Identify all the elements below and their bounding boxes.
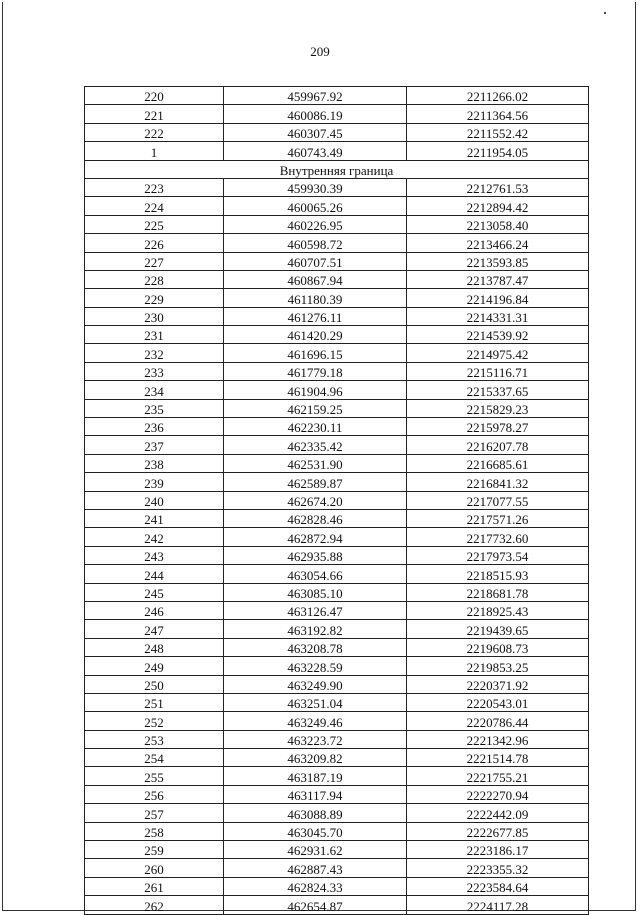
y-coordinate-cell: 2223355.32 [407, 859, 589, 877]
x-coordinate-cell: 460226.95 [224, 215, 407, 233]
y-coordinate-cell: 2215337.65 [407, 381, 589, 399]
table-row [85, 657, 589, 675]
table-row [85, 583, 589, 601]
table-row [85, 822, 589, 840]
x-coordinate-cell: 460086.19 [224, 105, 407, 123]
table-row [85, 859, 589, 877]
table-body-after [85, 178, 589, 914]
y-coordinate-cell: 2215978.27 [407, 418, 589, 436]
point-number-cell: 261 [85, 877, 224, 895]
scan-mark [604, 12, 606, 14]
y-coordinate-cell: 2220786.44 [407, 712, 589, 730]
point-number-cell: 227 [85, 252, 224, 270]
y-coordinate-cell: 2213787.47 [407, 270, 589, 288]
table-row [85, 712, 589, 730]
x-coordinate-cell: 460867.94 [224, 270, 407, 288]
table-row [85, 418, 589, 436]
table-row [85, 565, 589, 583]
y-coordinate-cell: 2217571.26 [407, 509, 589, 527]
x-coordinate-cell: 462159.25 [224, 399, 407, 417]
point-number-cell: 222 [85, 123, 224, 141]
y-coordinate-cell: 2211552.42 [407, 123, 589, 141]
x-coordinate-cell: 460307.45 [224, 123, 407, 141]
table-row [85, 381, 589, 399]
point-number-cell: 221 [85, 105, 224, 123]
x-coordinate-cell: 462931.62 [224, 841, 407, 859]
page-number: 209 [310, 44, 330, 59]
table-row [85, 454, 589, 472]
table-row [85, 877, 589, 895]
point-number-cell: 258 [85, 822, 224, 840]
y-coordinate-cell: 2221514.78 [407, 749, 589, 767]
table-row [85, 638, 589, 656]
y-coordinate-cell: 2215829.23 [407, 399, 589, 417]
x-coordinate-cell: 463223.72 [224, 730, 407, 748]
point-number-cell: 223 [85, 178, 224, 196]
x-coordinate-cell: 463117.94 [224, 785, 407, 803]
point-number-cell: 251 [85, 693, 224, 711]
y-coordinate-cell: 2217973.54 [407, 546, 589, 564]
table-row [85, 601, 589, 619]
table-row [85, 326, 589, 344]
table-row [85, 178, 589, 196]
x-coordinate-cell: 463088.89 [224, 804, 407, 822]
y-coordinate-cell: 2211954.05 [407, 142, 589, 160]
x-coordinate-cell: 463228.59 [224, 657, 407, 675]
point-number-cell: 252 [85, 712, 224, 730]
x-coordinate-cell: 460065.26 [224, 197, 407, 215]
x-coordinate-cell: 460707.51 [224, 252, 407, 270]
point-number-cell: 225 [85, 215, 224, 233]
y-coordinate-cell: 2222270.94 [407, 785, 589, 803]
x-coordinate-cell: 462589.87 [224, 473, 407, 491]
x-coordinate-cell: 460598.72 [224, 234, 407, 252]
point-number-cell: 234 [85, 381, 224, 399]
point-number-cell: 244 [85, 565, 224, 583]
point-number-cell: 254 [85, 749, 224, 767]
point-number-cell: 262 [85, 896, 224, 914]
x-coordinate-cell: 462230.11 [224, 418, 407, 436]
point-number-cell: 231 [85, 326, 224, 344]
table-row [85, 620, 589, 638]
x-coordinate-cell: 462824.33 [224, 877, 407, 895]
section-title: Внутренняя граница [85, 160, 589, 178]
table-row [85, 197, 589, 215]
x-coordinate-cell: 461276.11 [224, 307, 407, 325]
y-coordinate-cell: 2211364.56 [407, 105, 589, 123]
point-number-cell: 238 [85, 454, 224, 472]
y-coordinate-cell: 2219608.73 [407, 638, 589, 656]
table-row [85, 234, 589, 252]
point-number-cell: 235 [85, 399, 224, 417]
point-number-cell: 246 [85, 601, 224, 619]
table-row [85, 436, 589, 454]
y-coordinate-cell: 2217732.60 [407, 528, 589, 546]
x-coordinate-cell: 462887.43 [224, 859, 407, 877]
y-coordinate-cell: 2216207.78 [407, 436, 589, 454]
y-coordinate-cell: 2217077.55 [407, 491, 589, 509]
x-coordinate-cell: 462531.90 [224, 454, 407, 472]
point-number-cell: 226 [85, 234, 224, 252]
point-number-cell: 259 [85, 841, 224, 859]
table-row [85, 344, 589, 362]
y-coordinate-cell: 2221755.21 [407, 767, 589, 785]
table-row [85, 730, 589, 748]
y-coordinate-cell: 2218515.93 [407, 565, 589, 583]
y-coordinate-cell: 2218925.43 [407, 601, 589, 619]
table-row [85, 693, 589, 711]
y-coordinate-cell: 2215116.71 [407, 362, 589, 380]
table-row [85, 105, 589, 123]
point-number-cell: 256 [85, 785, 224, 803]
point-number-cell: 247 [85, 620, 224, 638]
y-coordinate-cell: 2214539.92 [407, 326, 589, 344]
table-row [85, 528, 589, 546]
point-number-cell: 241 [85, 509, 224, 527]
x-coordinate-cell: 463249.46 [224, 712, 407, 730]
point-number-cell: 242 [85, 528, 224, 546]
point-number-cell: 233 [85, 362, 224, 380]
point-number-cell: 229 [85, 289, 224, 307]
point-number-cell: 232 [85, 344, 224, 362]
x-coordinate-cell: 462674.20 [224, 491, 407, 509]
y-coordinate-cell: 2218681.78 [407, 583, 589, 601]
y-coordinate-cell: 2219439.65 [407, 620, 589, 638]
point-number-cell: 243 [85, 546, 224, 564]
y-coordinate-cell: 2222442.09 [407, 804, 589, 822]
table-row [85, 123, 589, 141]
section-row-group [85, 160, 589, 178]
x-coordinate-cell: 463054.66 [224, 565, 407, 583]
y-coordinate-cell: 2224117.28 [407, 896, 589, 914]
point-number-cell: 260 [85, 859, 224, 877]
point-number-cell: 224 [85, 197, 224, 215]
point-number-cell: 230 [85, 307, 224, 325]
table-row [85, 767, 589, 785]
table-row [85, 215, 589, 233]
y-coordinate-cell: 2220371.92 [407, 675, 589, 693]
y-coordinate-cell: 2214331.31 [407, 307, 589, 325]
y-coordinate-cell: 2214196.84 [407, 289, 589, 307]
x-coordinate-cell: 461180.39 [224, 289, 407, 307]
y-coordinate-cell: 2221342.96 [407, 730, 589, 748]
table-row [85, 491, 589, 509]
x-coordinate-cell: 463045.70 [224, 822, 407, 840]
table-row [85, 289, 589, 307]
point-number-cell: 239 [85, 473, 224, 491]
x-coordinate-cell: 462335.42 [224, 436, 407, 454]
table-row [85, 509, 589, 527]
table-row [85, 87, 589, 105]
y-coordinate-cell: 2213466.24 [407, 234, 589, 252]
x-coordinate-cell: 459967.92 [224, 87, 407, 105]
coordinates-table [84, 86, 589, 915]
x-coordinate-cell: 461420.29 [224, 326, 407, 344]
x-coordinate-cell: 463126.47 [224, 601, 407, 619]
point-number-cell: 240 [85, 491, 224, 509]
table-row [85, 473, 589, 491]
y-coordinate-cell: 2212761.53 [407, 178, 589, 196]
y-coordinate-cell: 2214975.42 [407, 344, 589, 362]
table-body-before [85, 87, 589, 161]
point-number-cell: 1 [85, 142, 224, 160]
table-row [85, 749, 589, 767]
point-number-cell: 236 [85, 418, 224, 436]
x-coordinate-cell: 461904.96 [224, 381, 407, 399]
point-number-cell: 237 [85, 436, 224, 454]
x-coordinate-cell: 462872.94 [224, 528, 407, 546]
y-coordinate-cell: 2223584.64 [407, 877, 589, 895]
table-row [85, 362, 589, 380]
x-coordinate-cell: 461696.15 [224, 344, 407, 362]
x-coordinate-cell: 463209.82 [224, 749, 407, 767]
x-coordinate-cell: 463249.90 [224, 675, 407, 693]
x-coordinate-cell: 463251.04 [224, 693, 407, 711]
x-coordinate-cell: 461779.18 [224, 362, 407, 380]
x-coordinate-cell: 462828.46 [224, 509, 407, 527]
table-row [85, 142, 589, 160]
table-row [85, 804, 589, 822]
y-coordinate-cell: 2212894.42 [407, 197, 589, 215]
y-coordinate-cell: 2213593.85 [407, 252, 589, 270]
y-coordinate-cell: 2219853.25 [407, 657, 589, 675]
table-row [85, 399, 589, 417]
table-row [85, 307, 589, 325]
x-coordinate-cell: 463187.19 [224, 767, 407, 785]
x-coordinate-cell: 462654.87 [224, 896, 407, 914]
y-coordinate-cell: 2213058.40 [407, 215, 589, 233]
table-row [85, 896, 589, 914]
y-coordinate-cell: 2211266.02 [407, 87, 589, 105]
point-number-cell: 255 [85, 767, 224, 785]
y-coordinate-cell: 2223186.17 [407, 841, 589, 859]
table-row [85, 546, 589, 564]
point-number-cell: 245 [85, 583, 224, 601]
x-coordinate-cell: 462935.88 [224, 546, 407, 564]
point-number-cell: 257 [85, 804, 224, 822]
y-coordinate-cell: 2222677.85 [407, 822, 589, 840]
point-number-cell: 250 [85, 675, 224, 693]
x-coordinate-cell: 463208.78 [224, 638, 407, 656]
table-row [85, 252, 589, 270]
y-coordinate-cell: 2216841.32 [407, 473, 589, 491]
point-number-cell: 248 [85, 638, 224, 656]
table-row [85, 785, 589, 803]
x-coordinate-cell: 460743.49 [224, 142, 407, 160]
x-coordinate-cell: 463192.82 [224, 620, 407, 638]
table-row [85, 841, 589, 859]
x-coordinate-cell: 463085.10 [224, 583, 407, 601]
point-number-cell: 253 [85, 730, 224, 748]
y-coordinate-cell: 2220543.01 [407, 693, 589, 711]
point-number-cell: 220 [85, 87, 224, 105]
section-row [85, 160, 589, 178]
point-number-cell: 228 [85, 270, 224, 288]
x-coordinate-cell: 459930.39 [224, 178, 407, 196]
point-number-cell: 249 [85, 657, 224, 675]
table-row [85, 675, 589, 693]
table-row [85, 270, 589, 288]
y-coordinate-cell: 2216685.61 [407, 454, 589, 472]
